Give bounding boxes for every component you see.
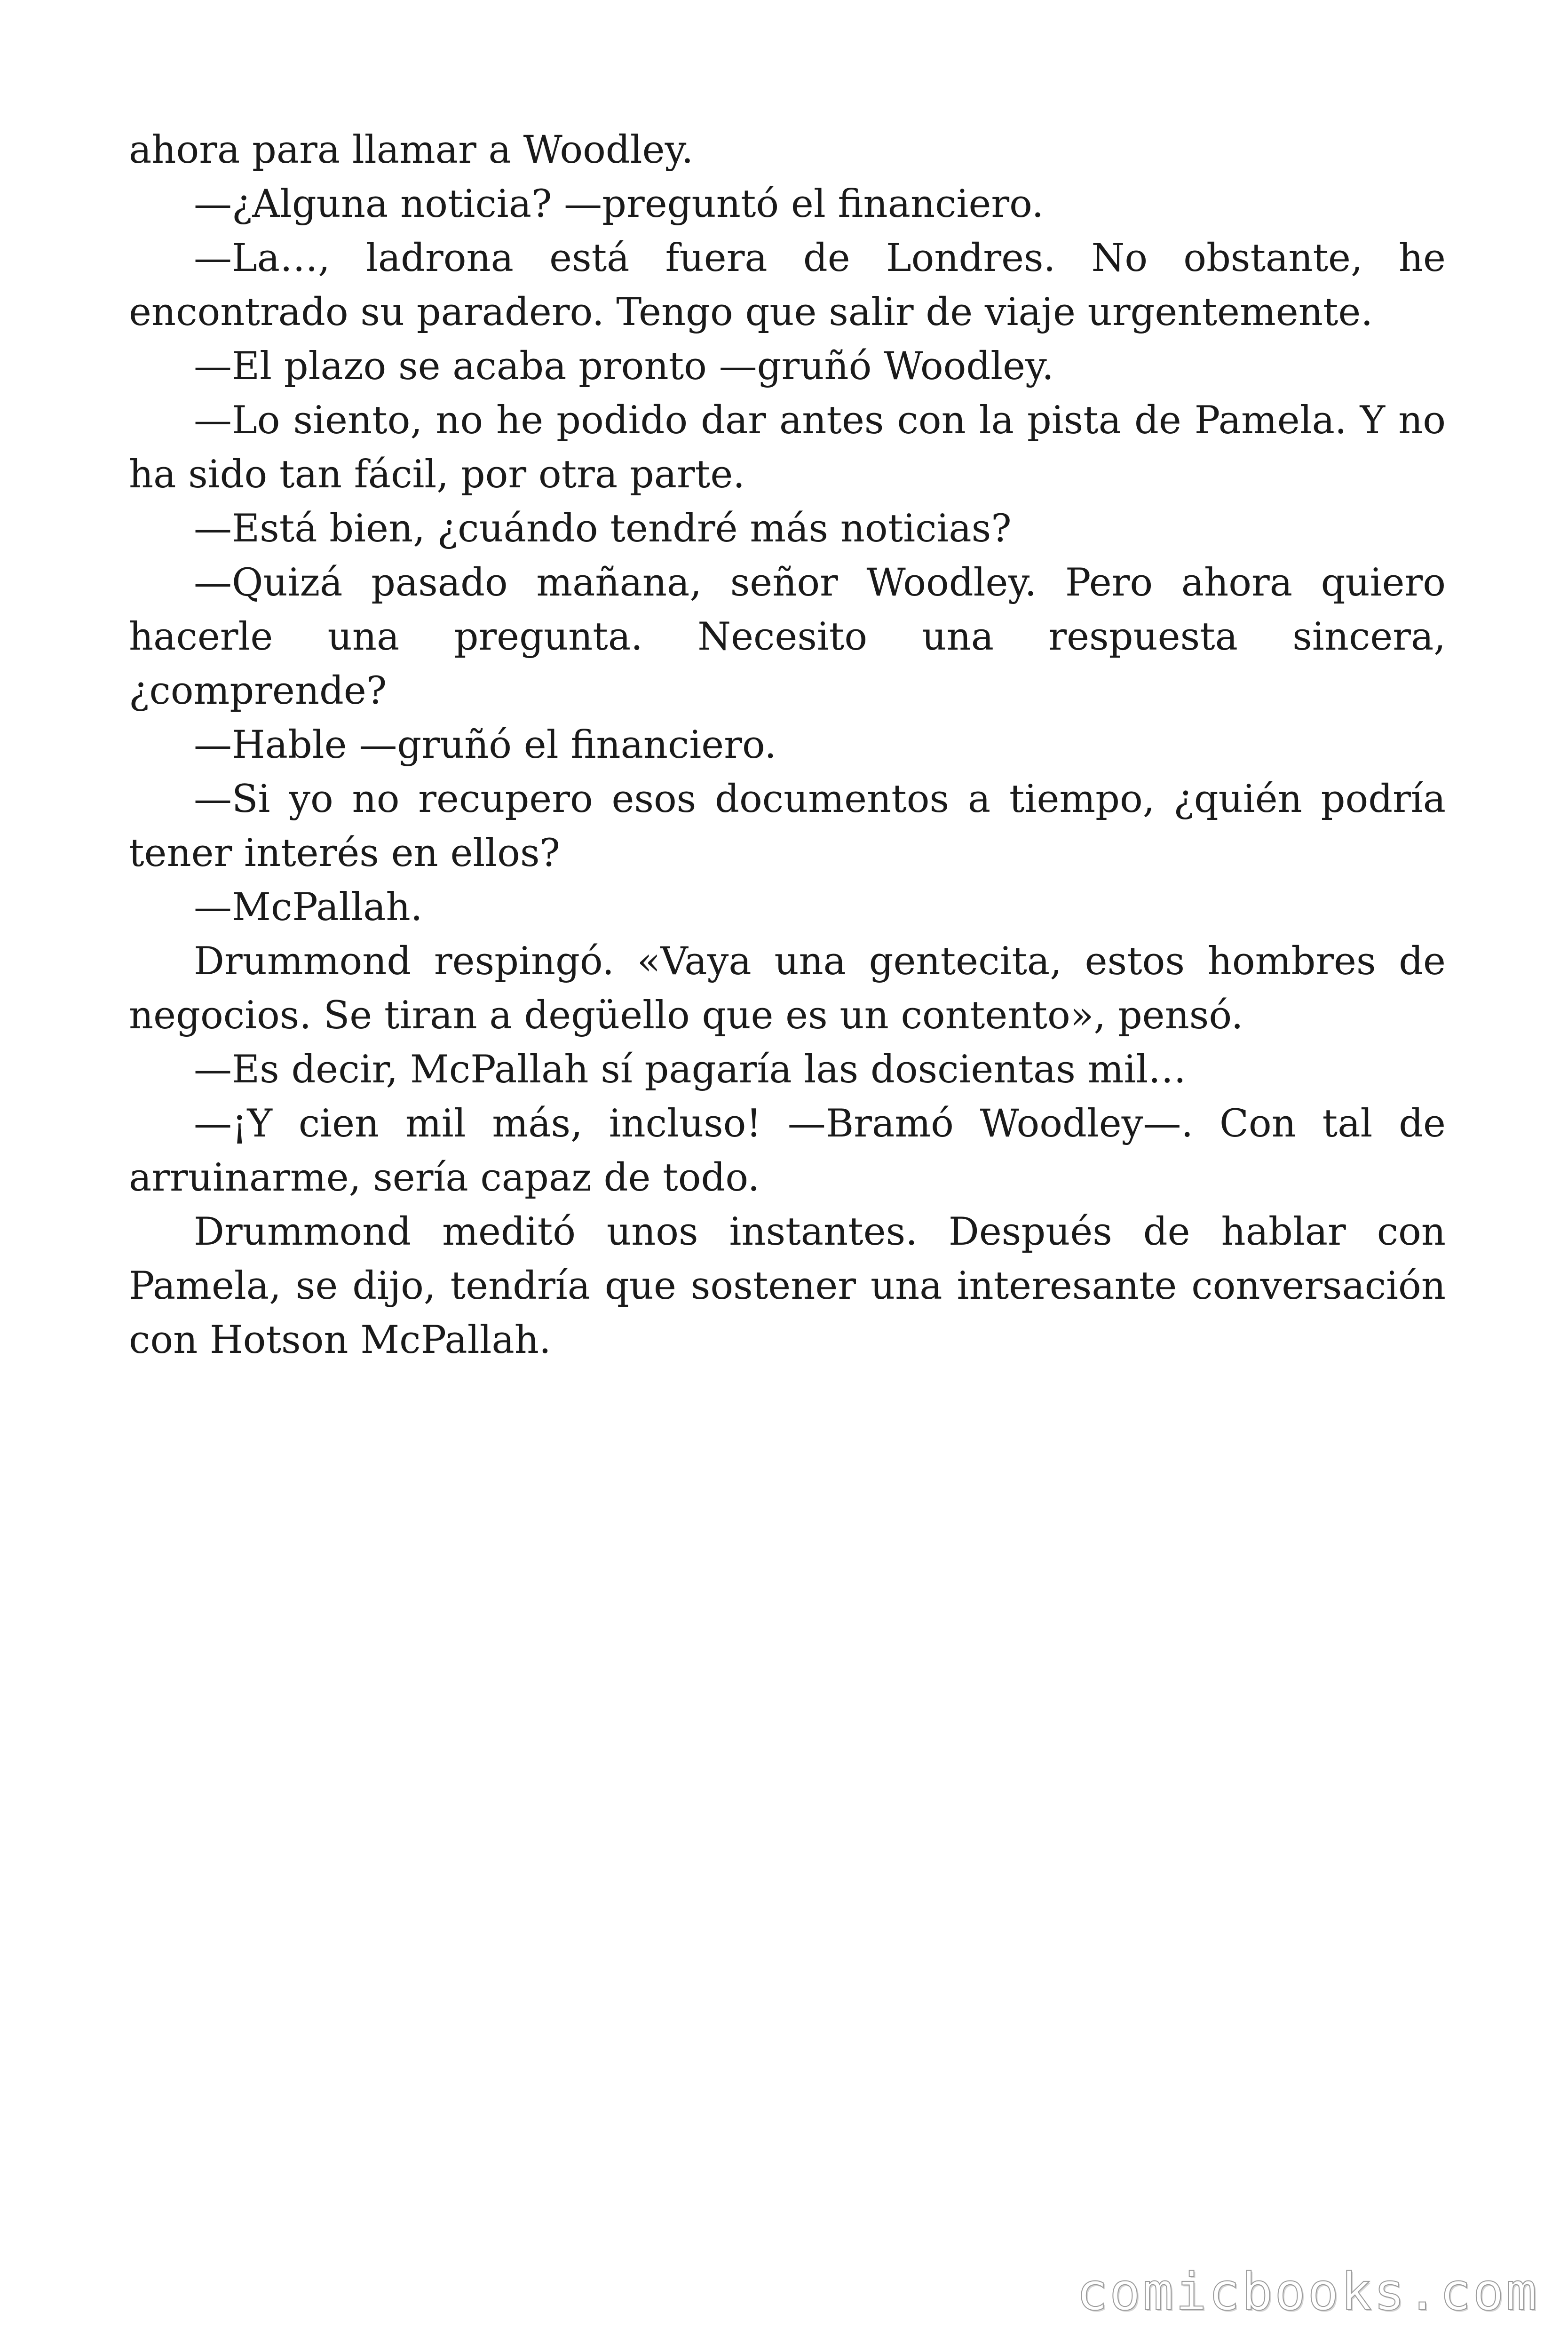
paragraph: —Está bien, ¿cuándo tendré más noticias? [194, 507, 1012, 551]
site-watermark: comicbooks.com [1076, 2262, 1539, 2322]
paragraph: —La…, ladrona está fuera de Londres. No obstante, he encontrado su paradero. Tengo que salir de viaje urgentemente. [129, 236, 1446, 334]
paragraph: —McPallah. [194, 885, 423, 930]
paragraph: —¿Alguna noticia? —preguntó el financiero. [194, 182, 1044, 226]
paragraph: Drummond respingó. «Vaya una gentecita, estos hombres de negocios. Se tiran a degüello que es un contento», pensó. [129, 939, 1446, 1038]
paragraph: —Hable —gruñó el financiero. [194, 723, 777, 767]
paragraph: —Lo siento, no he podido dar antes con la pista de Pamela. Y no ha sido tan fácil, por otra parte. [129, 398, 1446, 497]
paragraph: —¡Y cien mil más, incluso! —Bramó Woodley—. Con tal de arruinarme, sería capaz de todo. [129, 1102, 1446, 1200]
body-text [129, 123, 1446, 1367]
paragraph: ahora para llamar a Woodley. [129, 128, 694, 172]
paragraph: —Es decir, McPallah sí pagaría las doscientas mil… [194, 1048, 1187, 1092]
paragraph: Drummond meditó unos instantes. Después de hablar con Pamela, se dijo, tendría que sostener una interesante conversación con Hotson McPallah. [129, 1210, 1446, 1362]
paragraph: —El plazo se acaba pronto —gruñó Woodley. [194, 344, 1054, 389]
paragraph: —Quizá pasado mañana, señor Woodley. Pero ahora quiero hacerle una pregunta. Necesito una respuesta sincera, ¿comprende? [129, 561, 1446, 713]
paragraph: —Si yo no recupero esos documentos a tiempo, ¿quién podría tener interés en ellos? [129, 777, 1446, 875]
